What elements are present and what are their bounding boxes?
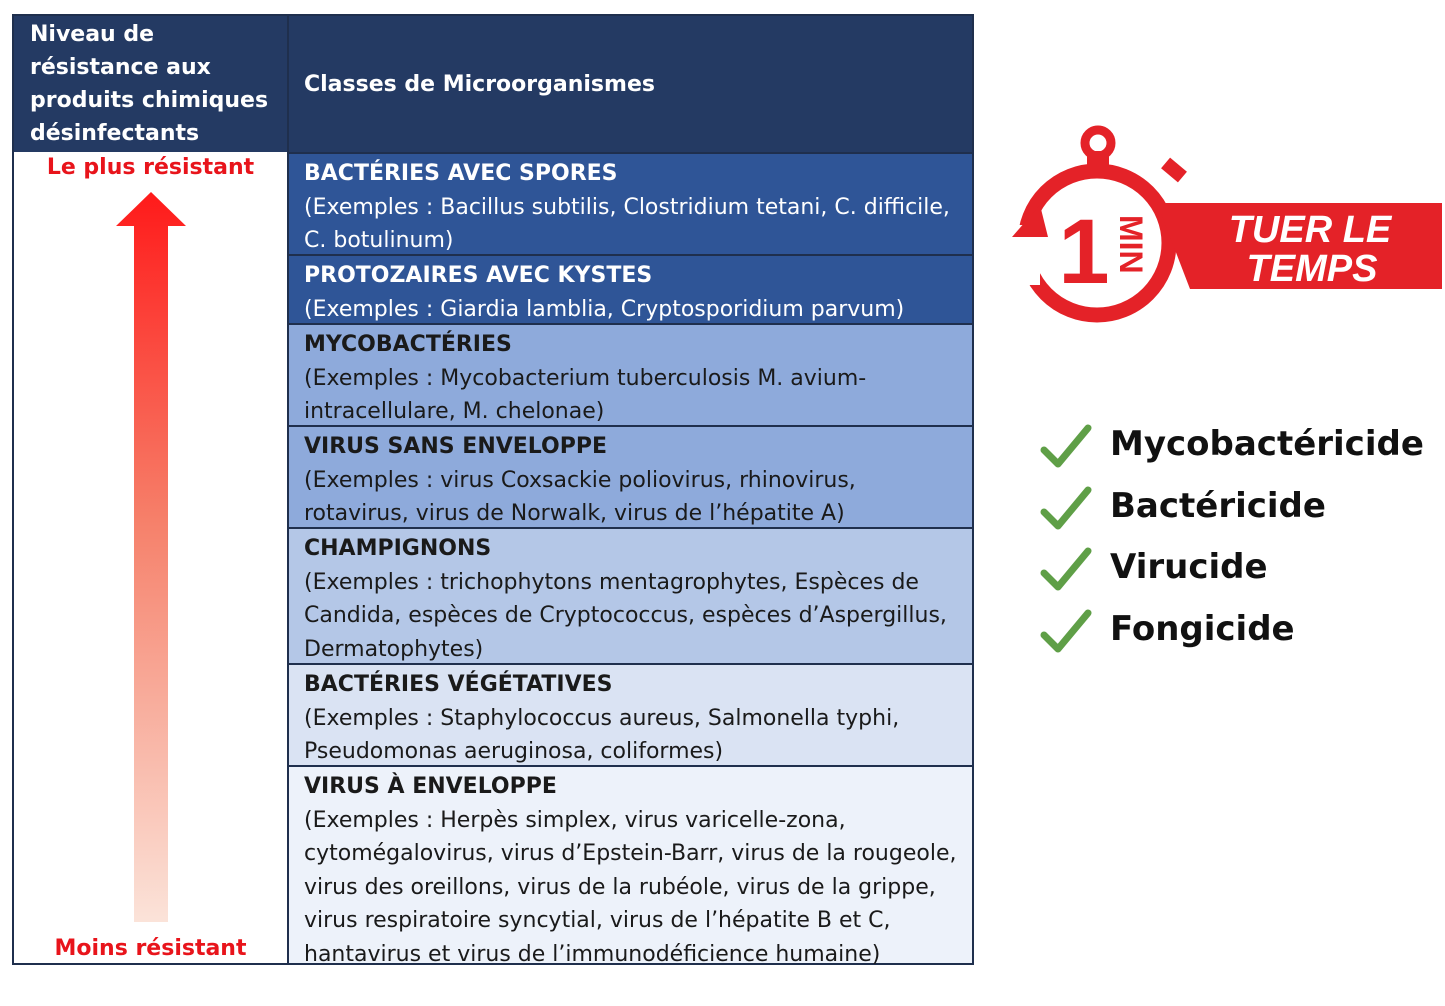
row-examples: (Exemples : trichophytons mentagrophytes, Espèces de Candida, espèces de Cryptococcus, espèces d’Aspergillus, Dermatophytes): [304, 569, 947, 662]
row-examples: (Exemples : Bacillus subtilis, Clostridium tetani, C. difficile, C. botulinum): [304, 194, 950, 253]
row-title: BACTÉRIES VÉGÉTATIVES: [304, 672, 613, 697]
table-row: [289, 765, 972, 967]
least-resistant-label: Moins résistant: [54, 936, 247, 961]
header-resistance-level: Niveau de résistance aux produits chimiques désinfectants: [14, 16, 287, 152]
row-title: BACTÉRIES AVEC SPORES: [304, 161, 618, 186]
row-title: CHAMPIGNONS: [304, 536, 492, 561]
table-row: [289, 527, 972, 663]
tuer-le-temps-logo: [1012, 125, 1442, 335]
claim-label: Fongicide: [1110, 608, 1295, 649]
claim-label: Mycobactéricide: [1110, 424, 1424, 464]
logo-number: 1: [1058, 201, 1110, 303]
claim-label: Bactéricide: [1110, 485, 1326, 526]
row-examples: (Exemples : virus Coxsackie poliovirus, rhinovirus, rotavirus, virus de Norwalk, virus de l’hépatite A): [304, 467, 856, 526]
table-row: [289, 323, 972, 425]
logo-line2: TEMPS: [1246, 248, 1378, 290]
row-examples: (Exemples : Giardia lamblia, Cryptosporidium parvum): [304, 296, 905, 322]
header-microorganism-classes: Classes de Microorganismes: [289, 16, 972, 152]
row-examples: (Exemples : Mycobacterium tuberculosis M. avium-intracellulare, M. chelonae): [304, 365, 867, 424]
table-row: [289, 152, 972, 254]
row-title: VIRUS À ENVELOPPE: [304, 774, 557, 799]
checkmark-icon: [1040, 547, 1092, 593]
table-row: [289, 425, 972, 527]
claim-label: Virucide: [1110, 547, 1268, 587]
resistance-column: [14, 16, 289, 963]
row-examples: (Exemples : Herpès simplex, virus varicelle-zona, cytomégalovirus, virus d’Epstein-Barr, virus de la rougeole, virus des oreillons, virus de la rubéole, virus de la grippe, virus respiratoire syncytial, virus de l’hépatite B et C, hantavirus et virus de l’immunodéficience humaine): [304, 807, 957, 967]
checkmark-icon: [1040, 486, 1092, 532]
most-resistant-label: Le plus résistant: [46, 155, 255, 180]
table-row: [289, 663, 972, 765]
row-examples: (Exemples : Staphylococcus aureus, Salmonella typhi, Pseudomonas aeruginosa, coliformes): [304, 705, 900, 764]
logo-line1: TUER LE: [1228, 209, 1392, 251]
checkmark-icon: [1040, 609, 1092, 655]
row-title: VIRUS SANS ENVELOPPE: [304, 434, 608, 459]
logo-unit: MIN: [1113, 215, 1149, 274]
resistance-arrow-icon: [114, 192, 188, 924]
row-title: PROTOZAIRES AVEC KYSTES: [304, 263, 653, 288]
resistance-table: [12, 14, 974, 965]
table-row: [289, 254, 972, 323]
row-title: MYCOBACTÉRIES: [304, 332, 512, 357]
checkmark-icon: [1040, 424, 1092, 470]
